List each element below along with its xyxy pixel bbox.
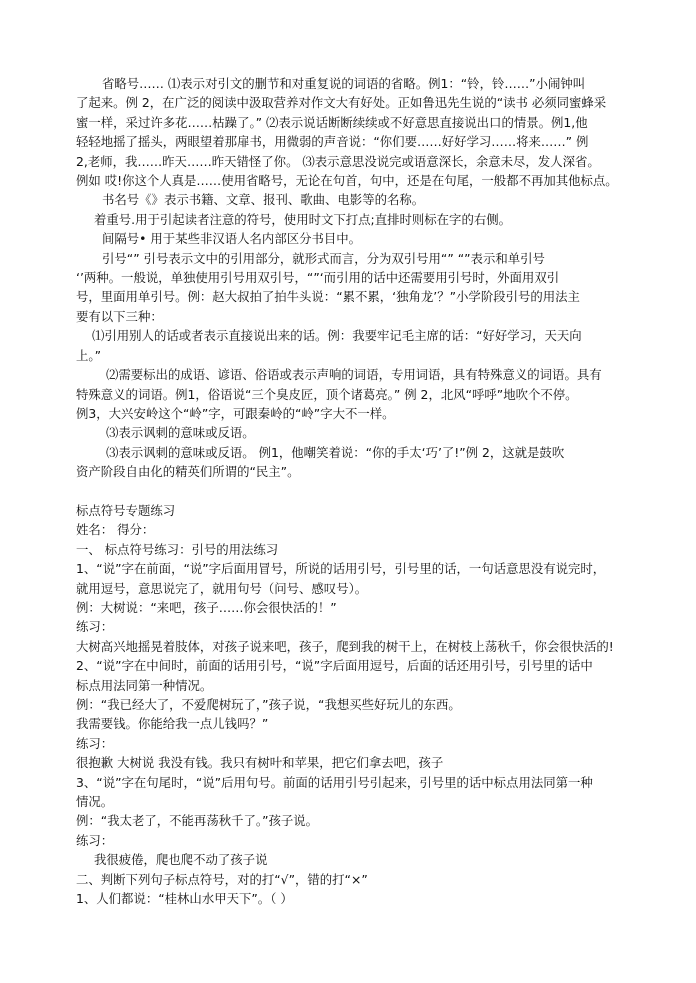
text-line: 1、“说”字在前面，“说”字后面用冒号，所说的话用引号，引号里的话，一句话意思没有说完时， xyxy=(76,561,606,577)
text-line: 标点符号专题练习 xyxy=(76,502,176,518)
text-line: 标点用法同第一种情况。 xyxy=(76,677,213,693)
text-line: 特殊意义的词语。例1，俗语说“三个臭皮匠，顶个诸葛亮。” 例 2，北风“呼呼”地吹个不停。 xyxy=(76,386,578,402)
text-line: ⑴引用别人的话或者表示直接说出来的话。例：我要牢记毛主席的话：“好好学习，天天向 xyxy=(92,328,582,344)
text-line: 2,老师，我……昨天……昨天错怪了你。 ⑶表示意思没说完或语意深长，余意未尽，发人深省。 xyxy=(76,153,600,169)
text-line: 例：大树说：“来吧，孩子……你会很快活的！” xyxy=(76,599,337,615)
text-line: 练习： xyxy=(76,619,114,635)
text-line: 二、判断下列句子标点符号，对的打“√”，错的打“×” xyxy=(76,871,368,887)
text-line: 3、“说”字在句尾时，“说”后用句号。前面的话用引号引起来，引号里的话中标点用法同第一种 xyxy=(76,774,593,790)
text-line: 例如 哎!你这个人真是……使用省略号，无论在句首，句中，还是在句尾，一般都不再加其他标点。 xyxy=(76,173,618,189)
blank-line xyxy=(76,482,630,501)
text-line: 我需要钱。你能给我一点儿钱吗？” xyxy=(76,716,269,732)
text-line: 轻轻地摇了摇头，两眼望着那扉书，用微弱的声音说：“你们要……好好学习……将来……” 例 xyxy=(76,134,589,150)
text-line: 一、 标点符号练习：引号的用法练习 xyxy=(76,541,279,557)
text-line: ⑵需要标出的成语、谚语、俗语或表示声响的词语，专用词语，具有特殊意义的词语。具有 xyxy=(106,367,602,383)
text-line: 姓名： 得分： xyxy=(76,522,155,538)
text-line: 上。” xyxy=(76,347,102,363)
text-line: 很抱歉 大树说 我没有钱。我只有树叶和苹果，把它们拿去吧，孩子 xyxy=(76,755,444,771)
text-line: 例：“我太老了，不能再荡秋千了。”孩子说。 xyxy=(76,813,319,829)
text-line: 省略号…… ⑴表示对引文的删节和对重复说的词语的省略。例1：“铃，铃……”小闹钟叫 xyxy=(102,76,586,91)
text-line: 大树高兴地摇晃着肢体，对孩子说来吧，孩子，爬到我的树干上，在树枝上荡秋千，你会很快活的! xyxy=(76,638,614,654)
text-line: 了起来。例 2，在广泛的阅读中汲取营养对作文大有好处。正如鲁迅先生说的“读书 必须同蜜蜂采 xyxy=(76,95,607,111)
text-line: 资产阶段自由化的精英们所谓的“民主”。 xyxy=(76,464,300,480)
text-line: 我很疲倦，爬也爬不动了孩子说 xyxy=(94,852,268,868)
text-line: 就用逗号，意思说完了，就用句号（问号、感叹号）。 xyxy=(76,580,368,596)
text-line: 练习： xyxy=(76,735,114,751)
text-line: 蜜一样，采过许多花……枯躁了。” ⑵表示说话断断续续或不好意思直接说出口的情景。例1,他 xyxy=(76,114,588,130)
text-line: 1、人们都说：“桂林山水甲天下”。（ ） xyxy=(76,891,293,907)
text-line: 情况。 xyxy=(76,794,114,810)
text-line: 2、“说”字在中间时，前面的话用引号，“说”字后面用逗号，后面的话还用引号，引号里的话中 xyxy=(76,658,593,674)
text-line: 例3，大兴安岭这个“岭”字，可跟秦岭的“岭”字大不一样。 xyxy=(76,405,395,421)
text-line: 间隔号• 用于某些非汉语人名内部区分书目中。 xyxy=(102,231,362,247)
text-line: ⑶表示讽刺的意味或反语。 例1，他嘲笑着说：“你的手太‘巧’了!”例 2，这就是鼓吹 xyxy=(106,444,565,460)
text-line: 例：“我已经大了，不爱爬树玩了，”孩子说，“我想买些好玩儿的东西。 xyxy=(76,696,461,712)
text-line: 引号“” 引号表示文中的引用部分，就形式而言，分为双引号用“” “”表示和单引号 xyxy=(102,250,545,266)
text-line: 号，里面用单引号。例：赵大叔拍了拍牛头说：“累不累，‘独角龙’？”小学阶段引号的用法主 xyxy=(76,289,580,305)
text-line: 要有以下三种： xyxy=(76,308,163,324)
text-line: ⑶表示讽刺的意味或反语。 xyxy=(106,425,255,441)
text-line: 练习： xyxy=(76,832,114,848)
text-line: 着重号.用于引起读者注意的符号，使用时文下打点;直排时则标在字的右侧。 xyxy=(94,211,512,227)
text-line: 书名号《》表示书籍、文章、报刊、歌曲、电影等的名称。 xyxy=(102,192,425,208)
text-line: ‘’两种。一般说，单独使用引号用双引号，“”‘而引用的话中还需要用引号时，外面用双引 xyxy=(76,270,560,286)
